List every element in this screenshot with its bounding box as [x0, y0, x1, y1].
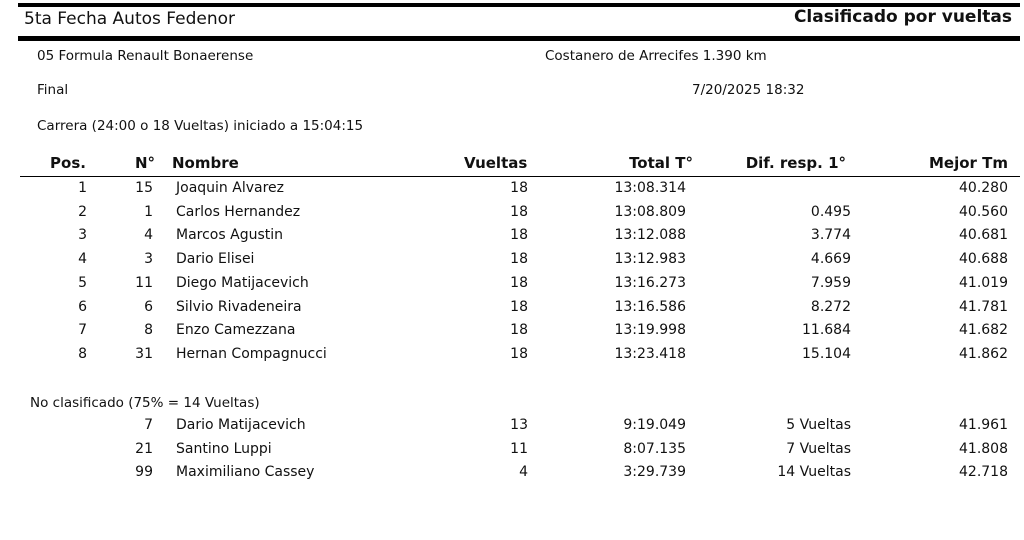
datetime-label: 7/20/2025 18:32 — [692, 82, 805, 98]
cell-laps: 18 — [510, 180, 528, 196]
cell-best: 41.961 — [959, 417, 1008, 433]
title-rule — [18, 36, 1020, 41]
cell-diff: 3.774 — [810, 227, 851, 244]
header-laps: Vueltas — [464, 154, 528, 172]
cell-best: 41.682 — [959, 322, 1008, 339]
cell-best: 40.681 — [959, 227, 1008, 244]
header-total: Total T° — [629, 154, 693, 172]
cell-pos: 4 — [78, 251, 87, 268]
cell-num: 1 — [144, 203, 153, 220]
cell-laps: 13 — [510, 417, 528, 433]
header-diff: Dif. resp. 1° — [745, 154, 846, 172]
cell-best: 41.781 — [959, 298, 1008, 315]
cell-total: 13:16.273 — [614, 274, 686, 291]
cell-num: 15 — [135, 180, 153, 196]
header-name: Nombre — [172, 154, 239, 172]
header-num: N° — [134, 154, 156, 172]
cell-num: 6 — [144, 298, 153, 315]
cell-best: 40.280 — [959, 180, 1008, 196]
cell-laps: 18 — [510, 274, 528, 291]
cell-pos: 7 — [78, 322, 87, 339]
cell-num: 99 — [135, 464, 153, 480]
cell-total: 13:12.983 — [614, 251, 686, 268]
cell-name: Joaquin Alvarez — [176, 180, 284, 196]
race-info: Carrera (24:00 o 18 Vueltas) iniciado a 15:04:15 — [37, 118, 364, 134]
cell-laps: 11 — [510, 440, 528, 457]
cell-num: 31 — [135, 345, 153, 362]
cell-name: Silvio Rivadeneira — [176, 298, 302, 315]
header-best: Mejor Tm — [928, 154, 1008, 172]
cell-best: 40.688 — [959, 251, 1008, 268]
cell-total: 13:12.088 — [614, 227, 686, 244]
cell-laps: 18 — [510, 345, 528, 362]
cell-num: 11 — [135, 274, 153, 291]
cell-diff: 0.495 — [810, 203, 851, 220]
cell-total: 13:16.586 — [614, 298, 686, 315]
header-pos: Pos. — [50, 154, 86, 172]
cell-laps: 4 — [519, 464, 528, 480]
cell-best: 41.808 — [959, 440, 1008, 457]
cell-name: Dario Elisei — [176, 251, 255, 268]
cell-name: Maximiliano Cassey — [176, 464, 315, 480]
cell-laps: 18 — [510, 227, 528, 244]
cell-diff: 7.959 — [810, 274, 851, 291]
cell-total: 13:19.998 — [614, 322, 686, 339]
cell-pos: 1 — [78, 180, 87, 196]
category-label: 05 Formula Renault Bonaerense — [37, 48, 254, 64]
cell-name: Carlos Hernandez — [176, 203, 301, 220]
cell-total: 3:29.739 — [623, 464, 686, 480]
cell-total: 13:23.418 — [614, 345, 686, 362]
cell-name: Hernan Compagnucci — [176, 345, 327, 362]
cell-laps: 18 — [510, 203, 528, 220]
cell-num: 8 — [144, 322, 153, 339]
cell-laps: 18 — [510, 298, 528, 315]
cell-pos: 3 — [78, 227, 87, 244]
cell-num: 7 — [144, 417, 153, 433]
cell-laps: 18 — [510, 322, 528, 339]
cell-num: 4 — [144, 227, 153, 244]
cell-best: 41.862 — [959, 345, 1008, 362]
cell-pos: 6 — [78, 298, 87, 315]
cell-name: Santino Luppi — [176, 440, 272, 457]
event-title: 5ta Fecha Autos Fedenor — [24, 9, 236, 29]
sort-title: Clasificado por vueltas — [793, 7, 1012, 27]
cell-diff: 14 Vueltas — [777, 464, 851, 480]
cell-diff: 8.272 — [810, 298, 851, 315]
cell-total: 8:07.135 — [623, 440, 686, 457]
cell-pos: 2 — [78, 203, 87, 220]
cell-diff: 11.684 — [802, 322, 851, 339]
cell-best: 41.019 — [959, 274, 1008, 291]
cell-diff: 7 Vueltas — [786, 440, 851, 457]
cell-best: 42.718 — [959, 464, 1008, 480]
cell-total: 13:08.809 — [614, 203, 686, 220]
cell-laps: 18 — [510, 251, 528, 268]
cell-name: Marcos Agustin — [176, 227, 283, 244]
track-label: Costanero de Arrecifes 1.390 km — [545, 48, 767, 64]
cell-num: 3 — [144, 251, 153, 268]
session-label: Final — [37, 82, 69, 98]
cell-name: Dario Matijacevich — [176, 417, 306, 433]
cell-diff: 5 Vueltas — [786, 417, 851, 433]
cell-diff: 15.104 — [802, 345, 851, 362]
header-rule — [20, 176, 1020, 177]
cell-name: Enzo Camezzana — [176, 322, 296, 339]
cell-pos: 8 — [78, 345, 87, 362]
cell-pos: 5 — [78, 274, 87, 291]
cell-num: 21 — [135, 440, 153, 457]
cell-name: Diego Matijacevich — [176, 274, 309, 291]
cell-total: 9:19.049 — [623, 417, 686, 433]
cell-diff: 4.669 — [810, 251, 851, 268]
cell-best: 40.560 — [959, 203, 1008, 220]
cell-total: 13:08.314 — [614, 180, 686, 196]
not-classified-label: No clasificado (75% = 14 Vueltas) — [30, 395, 260, 411]
